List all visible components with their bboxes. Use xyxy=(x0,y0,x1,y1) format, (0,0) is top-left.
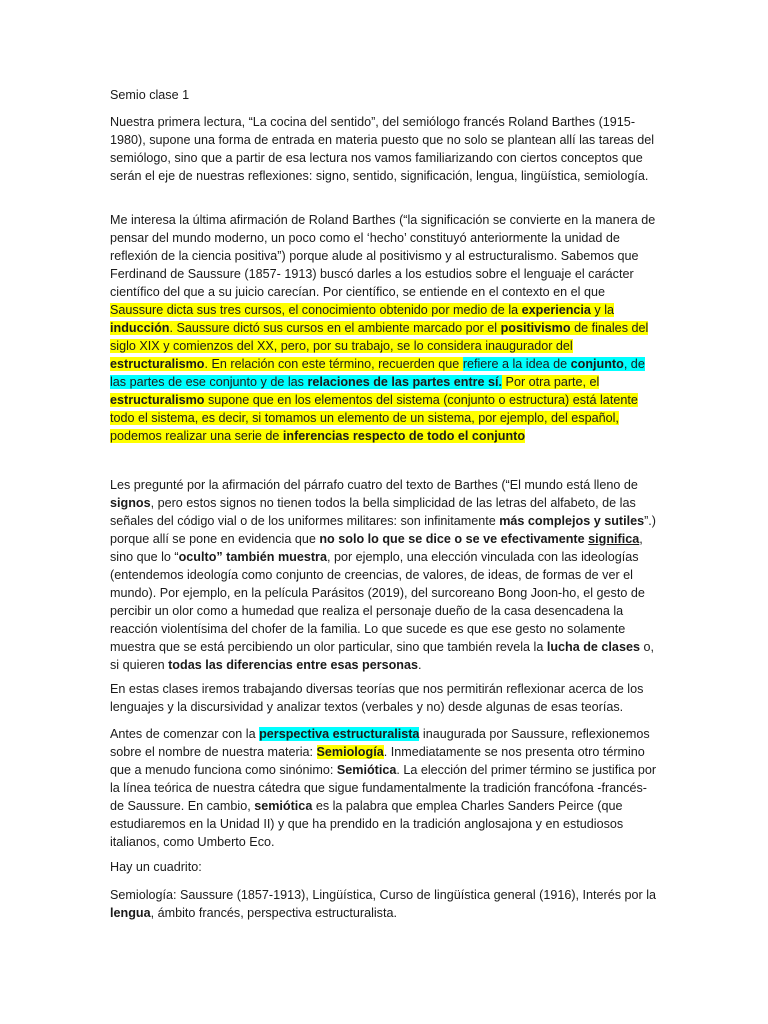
p7-bold: lengua xyxy=(110,906,151,920)
p2-highlight-bold: positivismo xyxy=(500,321,571,335)
p2-highlight-bold: experiencia xyxy=(521,303,591,317)
paragraph-4-text: En estas clases iremos trabajando diversas teorías que nos permitirán reflexionar acerca de los lenguajes y la discursividad y analizar textos (verbales y no) desde algunas de esas teorías. xyxy=(110,682,644,714)
p2-highlight: . En relación con este término, recuerden que xyxy=(204,357,463,371)
p2-highlight-bold: inferencias respecto de todo el conjunto xyxy=(282,429,526,443)
paragraph-3 xyxy=(110,476,660,674)
p7-text: , ámbito francés, perspectiva estructuralista. xyxy=(150,906,397,920)
p3-text: , pero estos signos no tienen todos la bella simplicidad de las letras del alfabeto, de las señales del código vial o de los uniformes militares: son infinitamente xyxy=(110,496,636,528)
p3-text: , sino que lo “ xyxy=(110,532,643,564)
p2-highlight: Saussure dicta sus tres cursos, el conocimiento obtenido por medio de la xyxy=(110,303,522,317)
p3-bold: no solo lo que se dice o se ve efectivamente xyxy=(319,532,589,546)
p3-bold: más complejos y sutiles xyxy=(499,514,645,528)
p5-text: Antes de comenzar con la xyxy=(110,727,260,741)
p2-text: Me interesa la última afirmación de Roland Barthes (“la significación se convierte en la manera de pensar del mundo moderno, un poco como el ‘hecho’ constituyó anteriormente la unidad de reflexión de la ciencia positiva”) porque alude al positivismo y al estructuralismo. Sabemos que Ferdinand de Saussure (1857- 1913) buscó darles a los estudios sobre el lenguaje el carácter científico del que a su juicio carecían. Por científico, se entiende en el contexto en el que xyxy=(110,213,656,299)
paragraph-2 xyxy=(110,211,660,445)
p3-bold: signos xyxy=(110,496,151,510)
paragraph-7 xyxy=(110,886,660,922)
p2-highlight: y la xyxy=(590,303,615,317)
p3-text: . xyxy=(418,658,422,672)
p5-bold: Semiótica xyxy=(336,763,397,777)
p5-text: . La elección del primer término se justifica por la línea teórica de nuestra cátedra que sigue fundamentalmente la tradición francófona -francés- de Saussure. En cambio, xyxy=(110,763,657,813)
paragraph-2-text xyxy=(110,211,660,445)
paragraph-3-text xyxy=(110,476,660,674)
paragraph-5 xyxy=(110,725,660,851)
paragraph-5-text xyxy=(110,725,660,851)
paragraph-7-text xyxy=(110,886,660,922)
p2-highlight-bold: estructuralismo xyxy=(110,393,205,407)
paragraph-6-text: Hay un cuadrito: xyxy=(110,860,202,874)
paragraph-6 xyxy=(110,858,660,876)
p5-text: . Inmediatamente se nos presenta otro término que a menudo funciona como sinónimo: xyxy=(110,745,645,777)
p3-bold-underline: significa xyxy=(588,532,640,546)
p3-text: o, si quieren xyxy=(110,640,654,672)
p2-highlight-cyan-bold: conjunto xyxy=(570,357,624,371)
p5-bold: semiótica xyxy=(254,799,313,813)
p7-text: Semiología: Saussure (1857-1913), Lingüística, Curso de lingüística general (1916), Interés por la xyxy=(110,888,657,902)
p2-highlight-cyan: , de las partes de ese conjunto y de las xyxy=(110,357,645,389)
p2-highlight: Por otra parte, el xyxy=(502,375,600,389)
p2-highlight-bold: inducción xyxy=(110,321,170,335)
p5-highlight-cyan-bold: perspectiva estructuralista xyxy=(259,727,420,741)
document-heading xyxy=(110,86,660,104)
p3-text: Les pregunté por la afirmación del párrafo cuatro del texto de Barthes (“El mundo está lleno de xyxy=(110,478,638,492)
p3-bold: oculto” también muestra xyxy=(178,550,327,564)
p5-highlight-bold: Semiología xyxy=(316,745,384,759)
p2-highlight: . Saussure dictó sus cursos en el ambiente marcado por el xyxy=(169,321,501,335)
p2-highlight-cyan-bold: relaciones de las partes entre sí. xyxy=(307,375,503,389)
p3-bold: todas las diferencias entre esas personas xyxy=(168,658,419,672)
p2-highlight-cyan: refiere a la idea de xyxy=(462,357,571,371)
p2-highlight: de finales del siglo XIX y comienzos del XX, pero, por su trabajo, se lo considera inaugurador del xyxy=(110,321,649,353)
heading-text: Semio clase 1 xyxy=(110,88,190,102)
p3-bold: lucha de clases xyxy=(546,640,640,654)
p5-text: inaugurada por Saussure, reflexionemos sobre el nombre de nuestra materia: xyxy=(110,727,650,759)
paragraph-1 xyxy=(110,113,660,185)
p2-highlight-bold: estructuralismo xyxy=(110,357,205,371)
p3-text: , por ejemplo, una elección vinculada con las ideologías (entendemos ideología como conjunto de creencias, de valores, de ideas, de formas de ver el mundo). Por ejemplo, en la película Parásitos (2019), del surcoreano Bong Joon-ho, el gesto de percibir un olor como a humedad que realiza el personaje dueño de la casa desencadena la reacción violentísima del chofer de la familia. Lo que sucede es que ese gesto no solamente muestra que se está percibiendo un olor particular, sino que también revela la xyxy=(110,550,645,654)
paragraph-4 xyxy=(110,680,660,716)
p5-text: es la palabra que emplea Charles Sanders Peirce (que estudiaremos en la Unidad II) y que ha prendido en la tradición anglosajona y en estudiosos italianos, como Umberto Eco. xyxy=(110,799,624,849)
p2-highlight: supone que en los elementos del sistema (conjunto o estructura) está latente todo el sistema, es decir, si tomamos un elemento de un sistema, por ejemplo, del español, podemos realizar una serie de xyxy=(110,393,638,443)
paragraph-1-text: Nuestra primera lectura, “La cocina del sentido”, del semiólogo francés Roland Barthes (1915-1980), supone una forma de entrada en materia puesto que no solo se plantean allí las tareas del semiólogo, sino que a partir de esa lectura nos vamos familiarizando con ciertos conceptos que serán el eje de nuestras reflexiones: signo, sentido, significación, lengua, lingüística, semiología. xyxy=(110,115,654,183)
p3-text: ”.) porque allí se pone en evidencia que xyxy=(110,514,656,546)
